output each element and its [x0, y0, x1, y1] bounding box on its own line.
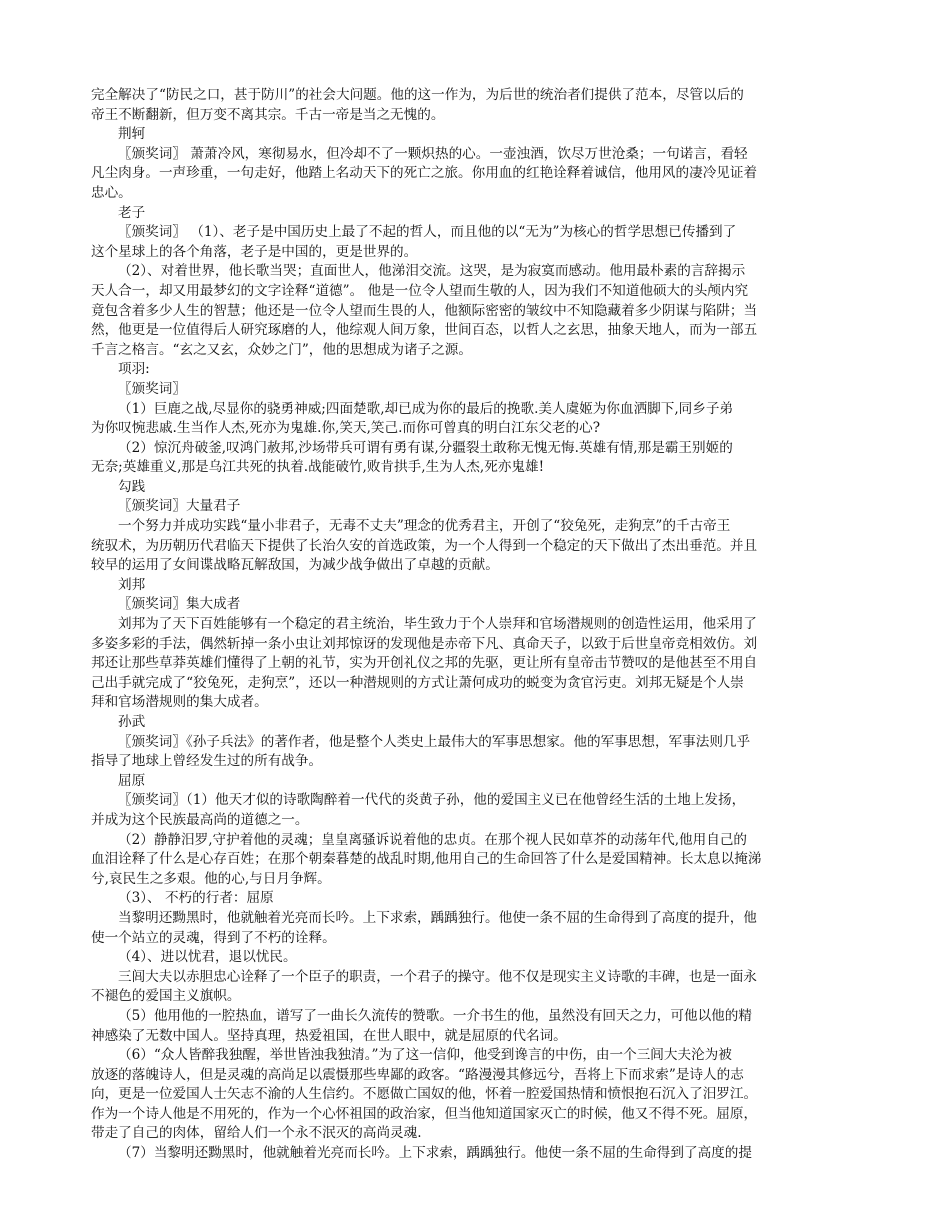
text-line: （3）、 不朽的行者：屈原 — [118, 890, 274, 907]
text-line: 〖颁奖词〗《孙子兵法》的著作者，他是整个人类史上最伟大的军事思想家。他的军事思想，军事法则几乎 — [118, 733, 751, 750]
text-line: 统驭术，为历朝历代君临天下提供了长治久安的首选政策，为一个人得到一个稳定的天下做出了杰出垂范。并且 — [91, 537, 758, 554]
text-line: 指导了地球上曾经发生过的所有战争。 — [91, 753, 323, 770]
text-line: 〖颁奖词〗大量君子 — [118, 498, 241, 515]
text-line: 项羽: — [118, 361, 150, 378]
document-body — [91, 86, 859, 1164]
text-line: 这个星球上的各个角落，老子是中国的，更是世界的。 — [91, 243, 418, 260]
text-line: 荆轲 — [118, 126, 146, 143]
text-line: 勾践 — [118, 478, 146, 495]
text-line: 不褪色的爱国主义旗帜。 — [91, 988, 241, 1005]
text-line: 兮,哀民生之多艰。他的心,与日月争辉。 — [91, 870, 331, 887]
text-line: 凡尘肉身。一声珍重，一句走好，他踏上名动天下的死亡之旅。你用血的红艳诠释着诚信，他用风的凄冷见证着 — [91, 165, 758, 182]
text-line: 使一个站立的灵魂，得到了不朽的诠释。 — [91, 929, 336, 946]
text-line: 作为一个诗人他是不用死的，作为一个心怀祖国的政治家，但当他知道国家灭亡的时候，他又不得不死。屈原， — [91, 1105, 758, 1122]
text-line: 一个努力并成功实践“量小非君子，无毒不丈夫”理念的优秀君主，开创了“狡兔死，走狗烹”的千古帝王 — [118, 518, 731, 535]
text-line: 邦还让那些草莽英雄们懂得了上朝的礼节，实为开创礼仪之邦的先驱，更让所有皇帝击节赞叹的是他甚至不用自 — [91, 655, 758, 672]
text-line: （1）巨鹿之战,尽显你的骁勇神威;四面楚歌,却已成为你的最后的挽歌.美人虞姬为你血洒脚下,同乡子弟 — [118, 400, 734, 417]
text-line: 无奈;英雄重义,那是乌江共死的执着.战能破竹,败肯拱手,生为人杰,死亦鬼雄! — [91, 459, 545, 476]
text-line: 忠心。 — [91, 184, 132, 201]
text-line: 拜和官场潜规则的集大成者。 — [91, 694, 268, 711]
text-line: （5）他用他的一腔热血，谱写了一曲长久流传的赞歌。一介书生的他，虽然没有回天之力，可他以他的精 — [118, 1007, 752, 1024]
text-line: 〖颁奖词〗集大成者 — [118, 596, 241, 613]
text-line: （6）“众人皆醉我独醒，举世皆浊我独清。”为了这一信仰，他受到谗言的中伤，由一个三闾大夫沦为被 — [118, 1047, 732, 1064]
text-line: 刘邦 — [118, 576, 146, 593]
text-line: 〖颁奖词〗 萧萧冷风，寒彻易水，但冷却不了一颗炽热的心。一壶浊酒，饮尽万世沧桑；一句诺言，看轻 — [118, 145, 748, 162]
text-line: 为你叹惋悲戚.生当作人杰,死亦为鬼雄.你,笑天,笑己.而你可曾真的明白江东父老的心? — [91, 420, 600, 437]
text-line: 帝王不断翻新，但万变不离其宗。千古一帝是当之无愧的。 — [91, 106, 445, 123]
text-line: 放逐的落魄诗人，但是灵魂的高尚足以震慑那些卑鄙的政客。“路漫漫其修远兮，吾将上下而求索”是诗人的志 — [91, 1066, 744, 1083]
text-line: 三闾大夫以赤胆忠心诠释了一个臣子的职责，一个君子的操守。他不仅是现实主义诗歌的丰碑，也是一面永 — [118, 968, 757, 985]
text-line: （2）静静汨罗,守护着他的灵魂；皇皇离骚诉说着他的忠贞。在那个视人民如草芥的动荡年代,他用自己的 — [118, 831, 748, 848]
text-line: 〖颁奖词〗 （1）、老子是中国历史上最了不起的哲人，而且他的以“无为”为核心的哲学思想已传播到了 — [118, 224, 737, 241]
text-line: 千言之格言。“玄之又玄，众妙之门”，他的思想成为诸子之源。 — [91, 341, 472, 358]
text-line: 孙武 — [118, 714, 146, 730]
text-line: 竟包含着多少人生的智慧；他还是一位令人望而生畏的人，他额际密密的皱纹中不知隐藏着多少阴谋与陷阱；当 — [91, 302, 758, 319]
text-line: 多姿多彩的手法，偶然斩掉一条小虫让刘邦惊讶的发现他是赤帝下凡、真命天子，以致于后世皇帝竞相效仿。刘 — [91, 635, 758, 652]
text-line: 向，更是一位爱国人士矢志不渝的人生信约。不愿做亡国奴的他，怀着一腔爱国热情和愤恨抱石沉入了汨罗江。 — [91, 1086, 758, 1103]
text-line: 老子 — [118, 204, 146, 221]
text-line: 〖颁奖词〗 — [118, 380, 186, 397]
text-line: 较早的运用了女间谍战略瓦解敌国，为减少战争做出了卓越的贡献。 — [91, 557, 499, 574]
text-line: 然，他更是一位值得后人研究琢磨的人，他综观人间万象，世间百态，以哲人之玄思，抽象天地人，而为一部五 — [91, 322, 758, 339]
text-line: 神感染了无数中国人。坚持真理，热爱祖国，在世人眼中，就是屈原的代名词。 — [91, 1027, 567, 1044]
text-line: （2）、对着世界，他长歌当哭；直面世人，他涕泪交流。这哭，是为寂寞而感动。他用最朴素的言辞揭示 — [118, 263, 746, 280]
text-line: 血泪诠释了什么是心存百姓；在那个朝秦暮楚的战乱时期,他用自己的生命回答了什么是爱国精神。长太息以掩涕 — [91, 851, 762, 868]
text-line: （2）惊沉舟破釜,叹鸿门赦邦,沙场带兵可谓有勇有谋,分疆裂土敢称无愧无悔.英雄有情,那是霸王别姬的 — [118, 439, 733, 456]
text-line: 屈原 — [118, 772, 146, 789]
text-line: 带走了自己的肉体，留给人们一个永不泯灭的高尚灵魂. — [91, 1125, 422, 1142]
text-line: 完全解决了“防民之口，甚于防川”的社会大问题。他的这一作为，为后世的统治者们提供了范本，尽管以后的 — [91, 87, 744, 103]
text-line: 天人合一，却又用最梦幻的文字诠释“道德”。 他是一位令人望而生敬的人，因为我们不知道他硕大的头颅内究 — [91, 282, 749, 299]
text-line: 当黎明还黝黑时，他就触着光亮而长吟。上下求索，踽踽独行。他使一条不屈的生命得到了高度的提升，他 — [118, 909, 757, 926]
text-line: 并成为这个民族最高尚的道德之一。 — [91, 811, 309, 828]
text-line: 己出手就完成了“狡兔死，走狗烹”，还以一种潜规则的方式让萧何成功的蜕变为贪官污吏。刘邦无疑是个人崇 — [91, 674, 744, 691]
text-line: （4）、进以忧君，退以忧民。 — [118, 949, 297, 966]
text-line: （7）当黎明还黝黑时，他就触着光亮而长吟。上下求索，踽踽独行。他使一条不屈的生命得到了高度的提 — [118, 1145, 752, 1162]
text-line: 〖颁奖词〗（1）他天才似的诗歌陶醉着一代代的炎黄子孙，他的爱国主义已在他曾经生活的土地上发扬， — [118, 792, 746, 809]
text-line: 刘邦为了天下百姓能够有一个稳定的君主统治，毕生致力于个人崇拜和官场潜规则的创造性运用，他采用了 — [118, 616, 757, 633]
